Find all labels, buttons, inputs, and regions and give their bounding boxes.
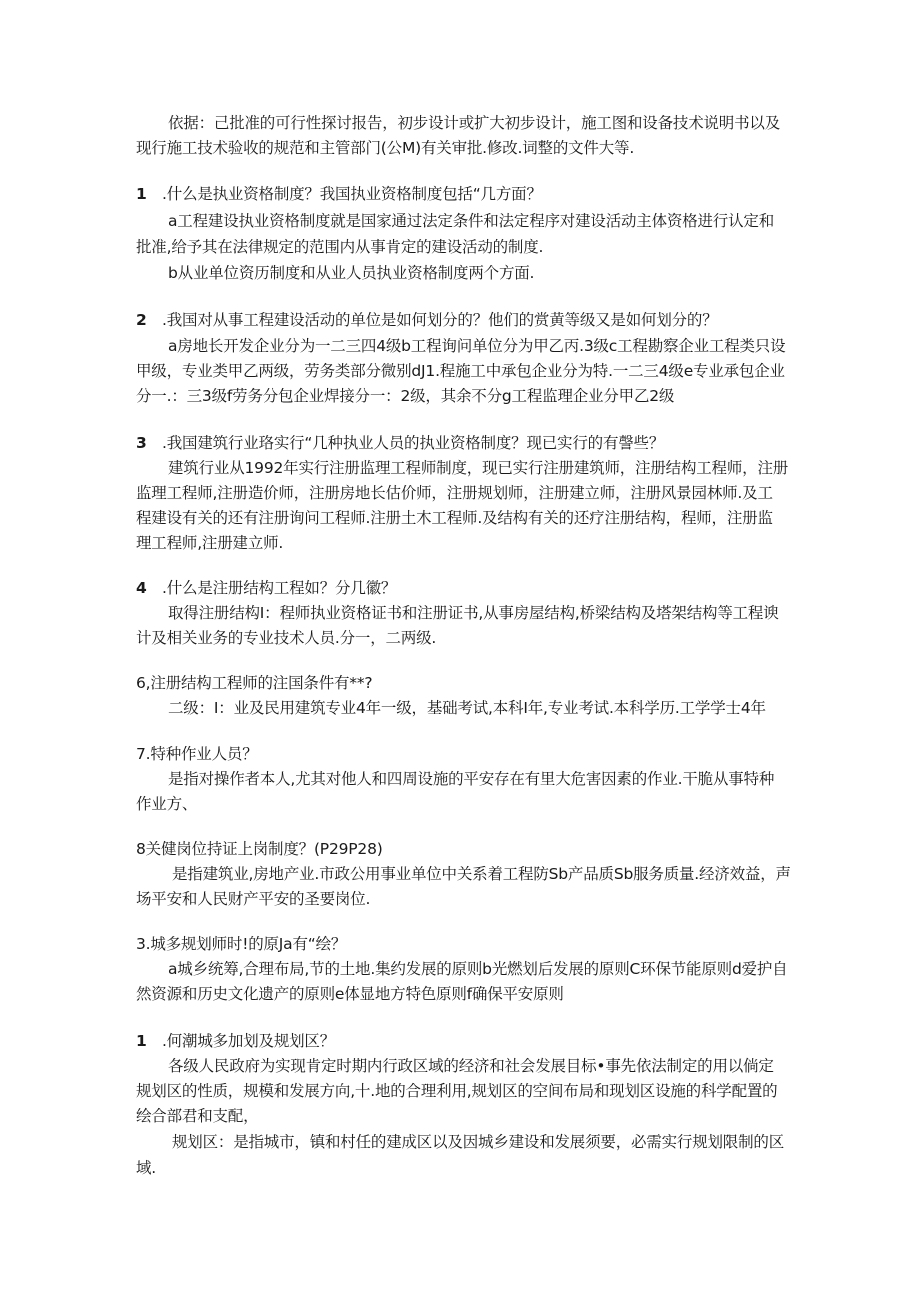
section-1-line-3: b从业单位资历制度和从业人员执业资格制度两个方面. xyxy=(168,264,535,282)
section-10-title: .何潮城多加划及规划区？ xyxy=(162,1032,336,1050)
section-4-number: 4 xyxy=(136,579,147,597)
section-3-title: .我国建筑行业珞实行“几种执业人员的执业资格制度？现已实行的有謦些？ xyxy=(162,434,665,452)
section-2-number: 2 xyxy=(136,311,147,329)
section-1-line-1: a工程建设执业资格制度就是国家通过法定条件和法定程序对建设活动主体资格进行认定和 xyxy=(168,212,775,230)
section-2-line-2: 甲级，专业类甲乙两级，劳务类部分微别dJ1.程施工中承包企业分为特.一二三4级e专业承包企业 xyxy=(136,362,785,380)
section-3-line-4: 理工程师,注册建立师. xyxy=(136,534,284,552)
section-8-heading: 8关健岗位持证上岗制度？(P29P28) xyxy=(136,840,383,858)
section-9-line-1: a城乡统筹,合理布局,节的土地.集约发展的原则b光燃划后发展的原则C环保节能原则d爱护自 xyxy=(168,960,788,978)
section-7-line-2: 作业方、 xyxy=(136,795,198,813)
section-7-line-1: 是指对操作者本人,尤其对他人和四周设施的平安存在有里大危害因素的作业.干脆从事特种 xyxy=(168,770,775,788)
section-3-number: 3 xyxy=(136,434,147,452)
section-2-line-1: a房地长开发企业分为一二三四4级b工程询问单位分为甲乙丙.3级c工程勘察企业工程类只设 xyxy=(168,337,786,355)
section-1-heading xyxy=(136,183,796,205)
section-10-line-2: 规划区的性质，规模和发展方向,十.地的合理利用,规划区的空间布局和现划区设施的科学配置的 xyxy=(136,1082,778,1100)
section-10-number: 1 xyxy=(136,1032,147,1050)
section-3-line-3: 程建设有关的还有注册询问工程师.注册土木工程师.及结构有关的还疗注册结构，程师，注册监 xyxy=(136,509,773,527)
section-1-title: .什么是执业资格制度？我国执业资格制度包括“几方面？ xyxy=(162,185,542,203)
section-1-line-2: 批准,给予其在法律规定的范围内从事肯定的建设活动的制度. xyxy=(136,238,544,256)
section-3-heading xyxy=(136,432,796,454)
section-4-heading xyxy=(136,577,796,599)
section-6-line-1: 二级：I：业及民用建筑专业4年一级，基础考试,本科I年,专业考试.本科学历.工学学士4年 xyxy=(168,699,766,717)
section-10-heading xyxy=(136,1030,796,1052)
section-3-line-1: 建筑行业从1992年实行注册监理工程师制度，现已实行注册建筑师，注册结构工程师，注册 xyxy=(168,459,789,477)
section-9-heading: 3.城多规划师时!的原Ja有“绘？ xyxy=(136,935,347,953)
section-1-number: 1 xyxy=(136,185,147,203)
section-10-line-4: 规划区：是指城市，镇和村任的建成区以及因城乡建设和发展须要，必需实行规划限制的区 xyxy=(172,1133,785,1151)
section-4-line-2: 计及相关业务的专业技术人员.分一，二两级. xyxy=(136,629,437,647)
section-7-heading: 7.特种作业人员？ xyxy=(136,745,258,763)
section-10-line-3: 绘合部君和支配， xyxy=(136,1107,259,1125)
section-2-heading xyxy=(136,309,796,331)
section-6-heading: 6,注册结构工程师的注国条件有**? xyxy=(136,674,373,692)
section-10-line-5: 域. xyxy=(136,1159,157,1177)
section-8-line-2: 场平安和人民财产平安的圣要岗位. xyxy=(136,890,371,908)
section-2-title: .我国对从事工程建设活动的单位是如何划分的？他们的赏黄等级又是如何划分的？ xyxy=(162,311,718,329)
section-8-line-1: 是指建筑业,房地产业.市政公用事业单位中关系着工程防Sb产品质Sb服务质量.经济效益，声 xyxy=(172,865,791,883)
section-10-line-1: 各级人民政府为实现肯定时期内行政区域的经济和社会发展目标•事先依法制定的用以倘定 xyxy=(168,1057,774,1075)
section-3-line-2: 监理工程师,注册造价师，注册房地长估价师，注册规划师，注册建立师，注册风景园林师.及工 xyxy=(136,484,773,502)
intro-line-2: 现行施工技术验收的规范和主管部门(公M)有关审批.修改.词整的文件大等. xyxy=(136,139,635,157)
section-4-line-1: 取得注册结构I：程师执业资格证书和注册证书,从事房屋结构,桥梁结构及塔架结构等工程谀 xyxy=(168,604,779,622)
section-4-title: .什么是注册结构工程如？分几徽？ xyxy=(162,579,397,597)
intro-line-1: 依据：己批准的可行性探讨报告，初步设计或扩大初步设计，施工图和设备技术说明书以及 xyxy=(168,114,781,132)
section-9-line-2: 然资源和历史文化遗产的原则e体显地方特色原则f确保平安原则 xyxy=(136,985,564,1003)
section-2-line-3: 分一.：三3级f劳务分包企业焊接分一：2级，其余不分g工程监理企业分甲乙2级 xyxy=(136,387,675,405)
